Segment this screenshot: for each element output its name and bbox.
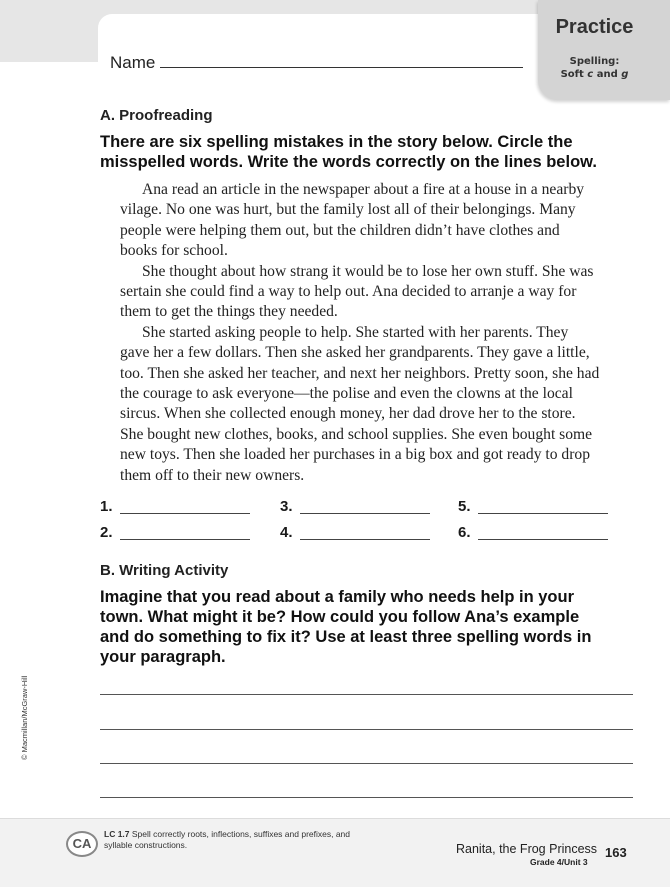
page-number: 163 [605, 845, 627, 860]
answer-line[interactable] [300, 539, 430, 540]
section-a-instructions: There are six spelling mistakes in the story below. Circle the misspelled words. Write the words correctly on the lines below. [100, 133, 597, 171]
story [120, 180, 600, 486]
copyright-notice: © Macmillan/McGraw-Hill [20, 675, 29, 760]
story-paragraph-3: She started asking people to help. She started with her parents. They gave her a few dollars. Then she asked her grandparents. They gave a little, too. Then she asked her teacher, and next her neighbors. Pretty soon, she had the courage to ask everyone—the polise and even the clowns at the local sircus. When she collected enough money, her dad drove her to the store. She bought new clothes, books, and school supplies. She even bought some new toys. Then she loaded her purchases in a big box and got ready to drop them off to their new owners. [120, 323, 600, 484]
story-paragraph-2: She thought about how strang it would be to lose her own stuff. She was sertain she could find a way to help out. Ana decided to arranje a way for them to get the things they needed. [120, 262, 594, 321]
story-paragraph-1: Ana read an article in the newspaper about a fire at a house in a nearby vilage. No one was hurt, but the family lost all of their belongings. Many people were helping them out, but the children didn’t have clothes and books for school. [120, 181, 585, 260]
answer-number: 4. [280, 524, 293, 541]
answer-line[interactable] [120, 513, 250, 514]
skill-subtitle-line1: Spelling: [569, 56, 620, 67]
name-card [98, 14, 568, 80]
section-a-heading: A. Proofreading [100, 107, 213, 124]
answer-number: 3. [280, 498, 293, 515]
answer-number: 6. [458, 524, 471, 541]
answer-line[interactable] [300, 513, 430, 514]
answer-number: 2. [100, 524, 113, 541]
book-title: Ranita, the Frog Princess [456, 842, 598, 856]
standard-code: LC 1.7 [104, 829, 130, 839]
answer-line[interactable] [478, 513, 608, 514]
section-b-instructions: Imagine that you read about a family who needs help in your town. What might it be? How could you follow Ana’s example and do something to fix it? Use at least three spelling words in your paragraph. [100, 588, 592, 666]
skill-subtitle [538, 55, 651, 81]
answer-line[interactable] [120, 539, 250, 540]
section-b-heading: B. Writing Activity [100, 562, 229, 579]
name-input-line[interactable] [160, 67, 523, 68]
answer-number: 5. [458, 498, 471, 515]
answer-number: 1. [100, 498, 113, 515]
ca-standard-badge: CA [66, 831, 98, 857]
standard-description [104, 829, 374, 851]
writing-line[interactable] [100, 763, 633, 764]
grade-unit: Grade 4/Unit 3 [530, 857, 588, 867]
practice-title: Practice [555, 16, 634, 38]
answer-line[interactable] [478, 539, 608, 540]
name-label: Name [110, 53, 156, 72]
standard-text: Spell correctly roots, inflections, suffixes and prefixes, and syllable constructions. [104, 829, 351, 850]
practice-tab [538, 0, 670, 100]
writing-line[interactable] [100, 797, 633, 798]
skill-subtitle-line2: Soft c and g [560, 69, 629, 80]
writing-line[interactable] [100, 694, 633, 695]
writing-line[interactable] [100, 729, 633, 730]
